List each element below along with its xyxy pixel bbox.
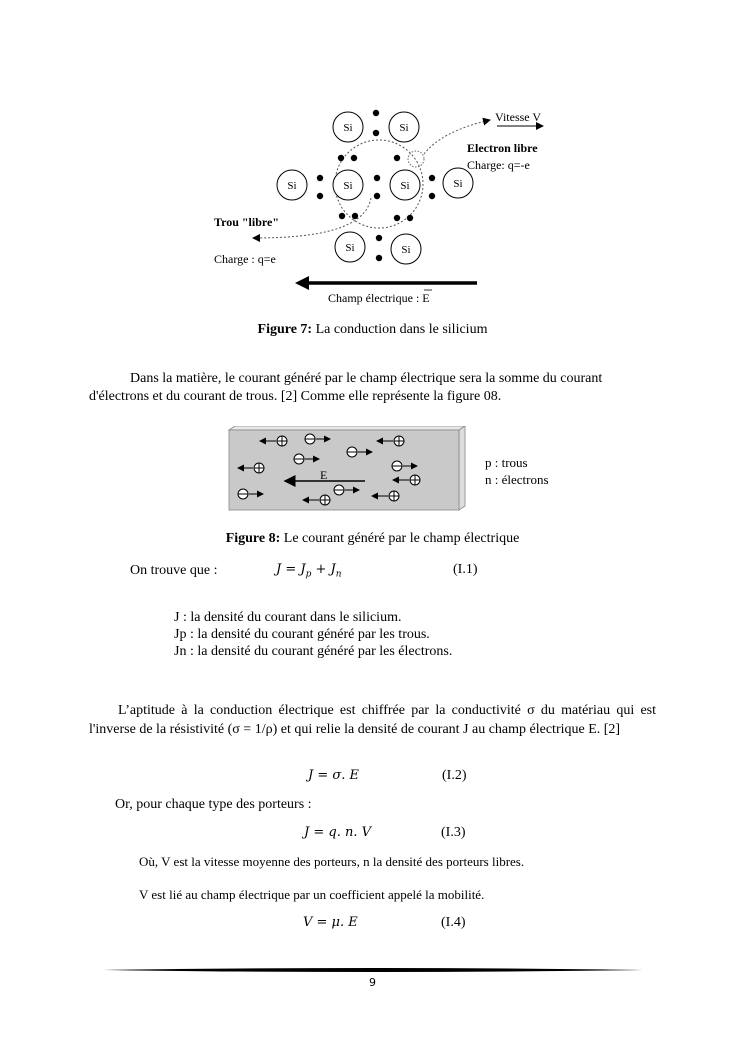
paragraph-2: L’aptitude à la conduction électrique est chiffrée par la conductivité σ du matériau qui est l'inverse de la résistivité (σ = 1/ρ) et qui relie la densité de courant J au champ électrique E. [2] [89,703,656,737]
footer-rule [103,966,643,974]
si-atom [443,168,473,198]
porteurs-intro: Or, pour chaque type des porteurs : [115,797,312,812]
eq3-expression: J = q. n. V [304,825,371,840]
svg-text:Si: Si [401,244,411,256]
legend-holes: p : trous [485,455,528,470]
svg-text:Si: Si [399,122,409,134]
field-label: Champ électrique : E [328,291,430,305]
paragraph-1-line-1: Dans la matière, le courant généré par le champ électrique sera la somme du courant [130,371,603,386]
svg-text:Si: Si [343,122,353,134]
svg-text:Si: Si [287,180,297,192]
definition-jn: Jn : la densité du courant généré par les électrons. [174,644,453,659]
figure-7-caption: Figure 7: La conduction dans le silicium [257,322,488,337]
si-atom [391,234,421,264]
svg-text:Si: Si [343,180,353,192]
eq4-number: (I.4) [441,915,466,930]
figure-8-caption: Figure 8: Le courant généré par le champ électrique [225,531,520,546]
ou-line: Où, V est la vitesse moyenne des porteurs, n la densité des porteurs libres. [139,854,525,869]
hole-small-circle [408,151,424,167]
velocity-label: Vitesse V [495,110,542,124]
si-atom [333,112,363,142]
figure-8-diagram [225,426,565,516]
si-atom [333,170,363,200]
eq1-intro: On trouve que : [130,563,218,578]
hole-charge: Charge : q=e [214,252,276,266]
legend-electrons: n : électrons [485,472,549,487]
eq1-number: (I.1) [453,562,478,577]
eq2-number: (I.2) [442,768,467,783]
eq1-expression: $J = J_p + J_n$ [276,562,342,580]
eq2-expression: J = σ. E [308,768,359,783]
svg-text:Si: Si [453,178,463,190]
definition-j: J : la densité du courant dans le silicium. [174,610,402,625]
eq4-expression: V = μ. E [303,915,358,930]
svg-text:Si: Si [345,242,355,254]
hole-title: Trou "libre" [214,215,279,229]
page-number: 9 [369,976,376,989]
definition-jp: Jp : la densité du courant généré par les trous. [174,627,430,642]
eq3-number: (I.3) [441,825,466,840]
svg-text:Si: Si [400,180,410,192]
electron-title: Electron libre [467,141,538,155]
si-atom [389,112,419,142]
si-atom [390,170,420,200]
field-label-8: E [320,468,328,482]
figure-7-diagram [205,100,555,310]
si-atom [277,170,307,200]
si-atom [335,232,365,262]
electron-charge: Charge: q=-e [467,158,530,172]
mobility-line: V est lié au champ électrique par un coefficient appelé la mobilité. [139,887,485,902]
paragraph-1-line-2: d'électrons et du courant de trous. [2] Comme elle représente la figure 08. [89,389,502,404]
